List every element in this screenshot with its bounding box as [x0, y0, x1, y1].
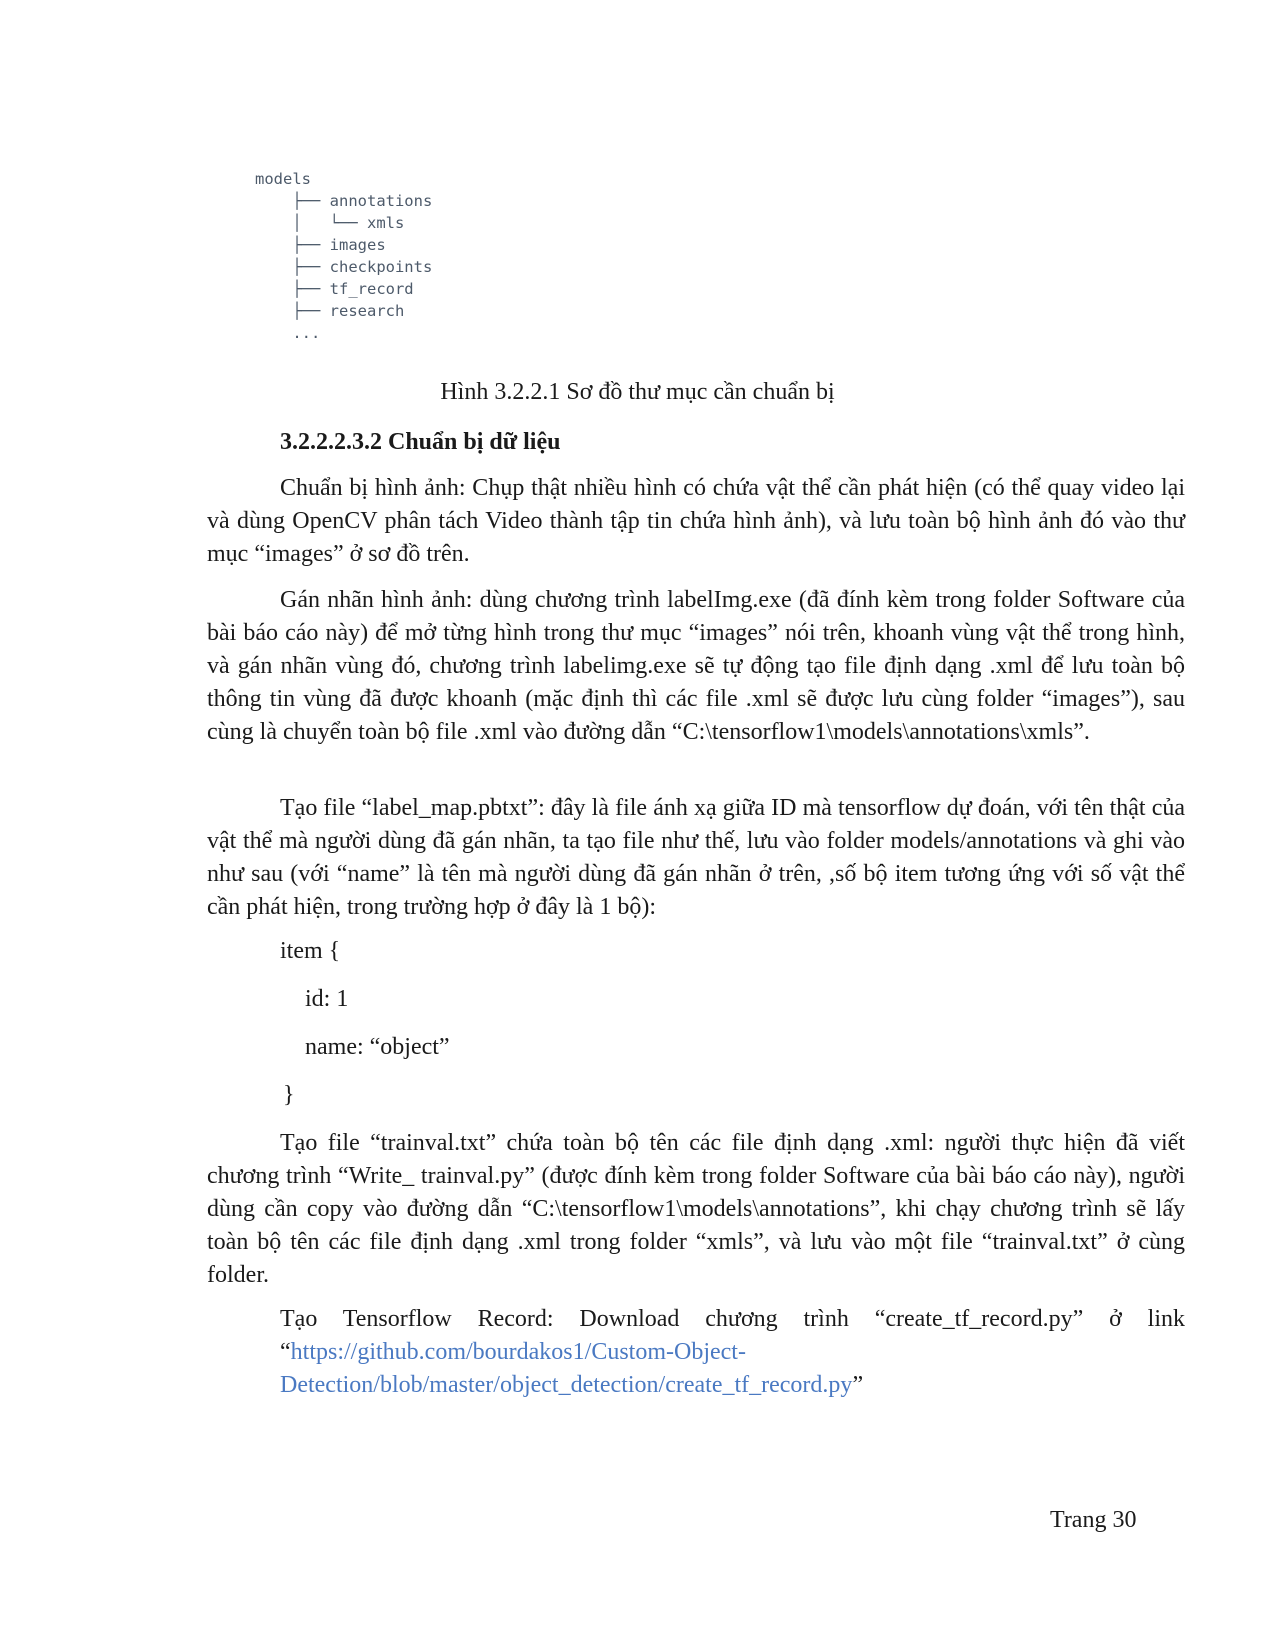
paragraph-label-map	[207, 792, 1185, 924]
figure-caption: Hình 3.2.2.1 Sơ đồ thư mục cần chuẩn bị	[440, 379, 835, 405]
code-line: id: 1	[305, 986, 349, 1012]
code-line: }	[283, 1082, 295, 1108]
tree-line: │ └── xmls	[255, 214, 405, 232]
code-line: item {	[280, 938, 341, 964]
tree-line: ├── images	[255, 236, 386, 254]
tree-line: models	[255, 170, 311, 188]
paragraph-tf-record	[280, 1303, 1185, 1402]
tree-line: ...	[255, 324, 321, 342]
paragraph-label-images	[207, 584, 1185, 749]
paragraph-text: Tạo file “trainval.txt” chứa toàn bộ tên các file định dạng .xml: người thực hiện đã viết chương trình “Write_ trainval.py” (được đính kèm trong folder Software của bài báo cáo này), người dùng cần copy vào đường dẫn “C:\tensorflow1\models\annotations”, khi chạy chương trình sẽ lấy toàn bộ tên các file định dạng .xml trong folder “xmls”, và lưu vào một file “trainval.txt” ở cùng folder.	[207, 1130, 1185, 1288]
paragraph-text: Gán nhãn hình ảnh: dùng chương trình labelImg.exe (đã đính kèm trong folder Software của bài báo cáo này) để mở từng hình trong thư mục “images” nói trên, khoanh vùng vật thể trong hình, và gán nhãn vùng đó, chương trình labelimg.exe sẽ tự động tạo file định dạng .xml để lưu toàn bộ thông tin vùng đã được khoanh (mặc định thì các file .xml sẽ được lưu cùng folder “images”), sau cùng là chuyển toàn bộ file .xml vào đường dẫn “C:\tensorflow1\models\annotations\xmls”.	[207, 587, 1185, 745]
paragraph-text: Tạo file “label_map.pbtxt”: đây là file ánh xạ giữa ID mà tensorflow dự đoán, với tên thật của vật thể mà người dùng đã gán nhãn, ta tạo file như thế, lưu vào folder models/annotations và ghi vào như sau (với “name” là tên mà người dùng đã gán nhãn ở trên, ,số bộ item tương ứng với số vật thể cần phát hiện, trong trường hợp ở đây là 1 bộ):	[207, 795, 1185, 920]
code-line: name: “object”	[305, 1034, 450, 1060]
page-number: Trang 30	[1050, 1507, 1137, 1533]
tree-line: ├── annotations	[255, 192, 433, 210]
folder-tree-diagram	[255, 168, 432, 344]
tree-line: ├── checkpoints	[255, 258, 433, 276]
github-link[interactable]: https://github.com/bourdakos1/Custom-Object- Detection/blob/master/object_detection/create_tf_record.py	[280, 1339, 853, 1398]
paragraph-trainval	[207, 1127, 1185, 1292]
paragraph-text: Tạo Tensorflow Record: Download chương trình “create_tf_record.py” ở link “	[280, 1306, 1185, 1365]
section-heading: 3.2.2.2.3.2 Chuẩn bị dữ liệu	[280, 429, 561, 455]
paragraph-prepare-images	[207, 472, 1185, 571]
tree-line: ├── research	[255, 302, 405, 320]
paragraph-text: Chuẩn bị hình ảnh: Chụp thật nhiều hình có chứa vật thể cần phát hiện (có thể quay video lại và dùng OpenCV phân tách Video thành tập tin chứa hình ảnh), và lưu toàn bộ hình ảnh đó vào thư mục “images” ở sơ đồ trên.	[207, 475, 1185, 567]
closing-quote: ”	[852, 1372, 864, 1398]
tree-line: ├── tf_record	[255, 280, 414, 298]
